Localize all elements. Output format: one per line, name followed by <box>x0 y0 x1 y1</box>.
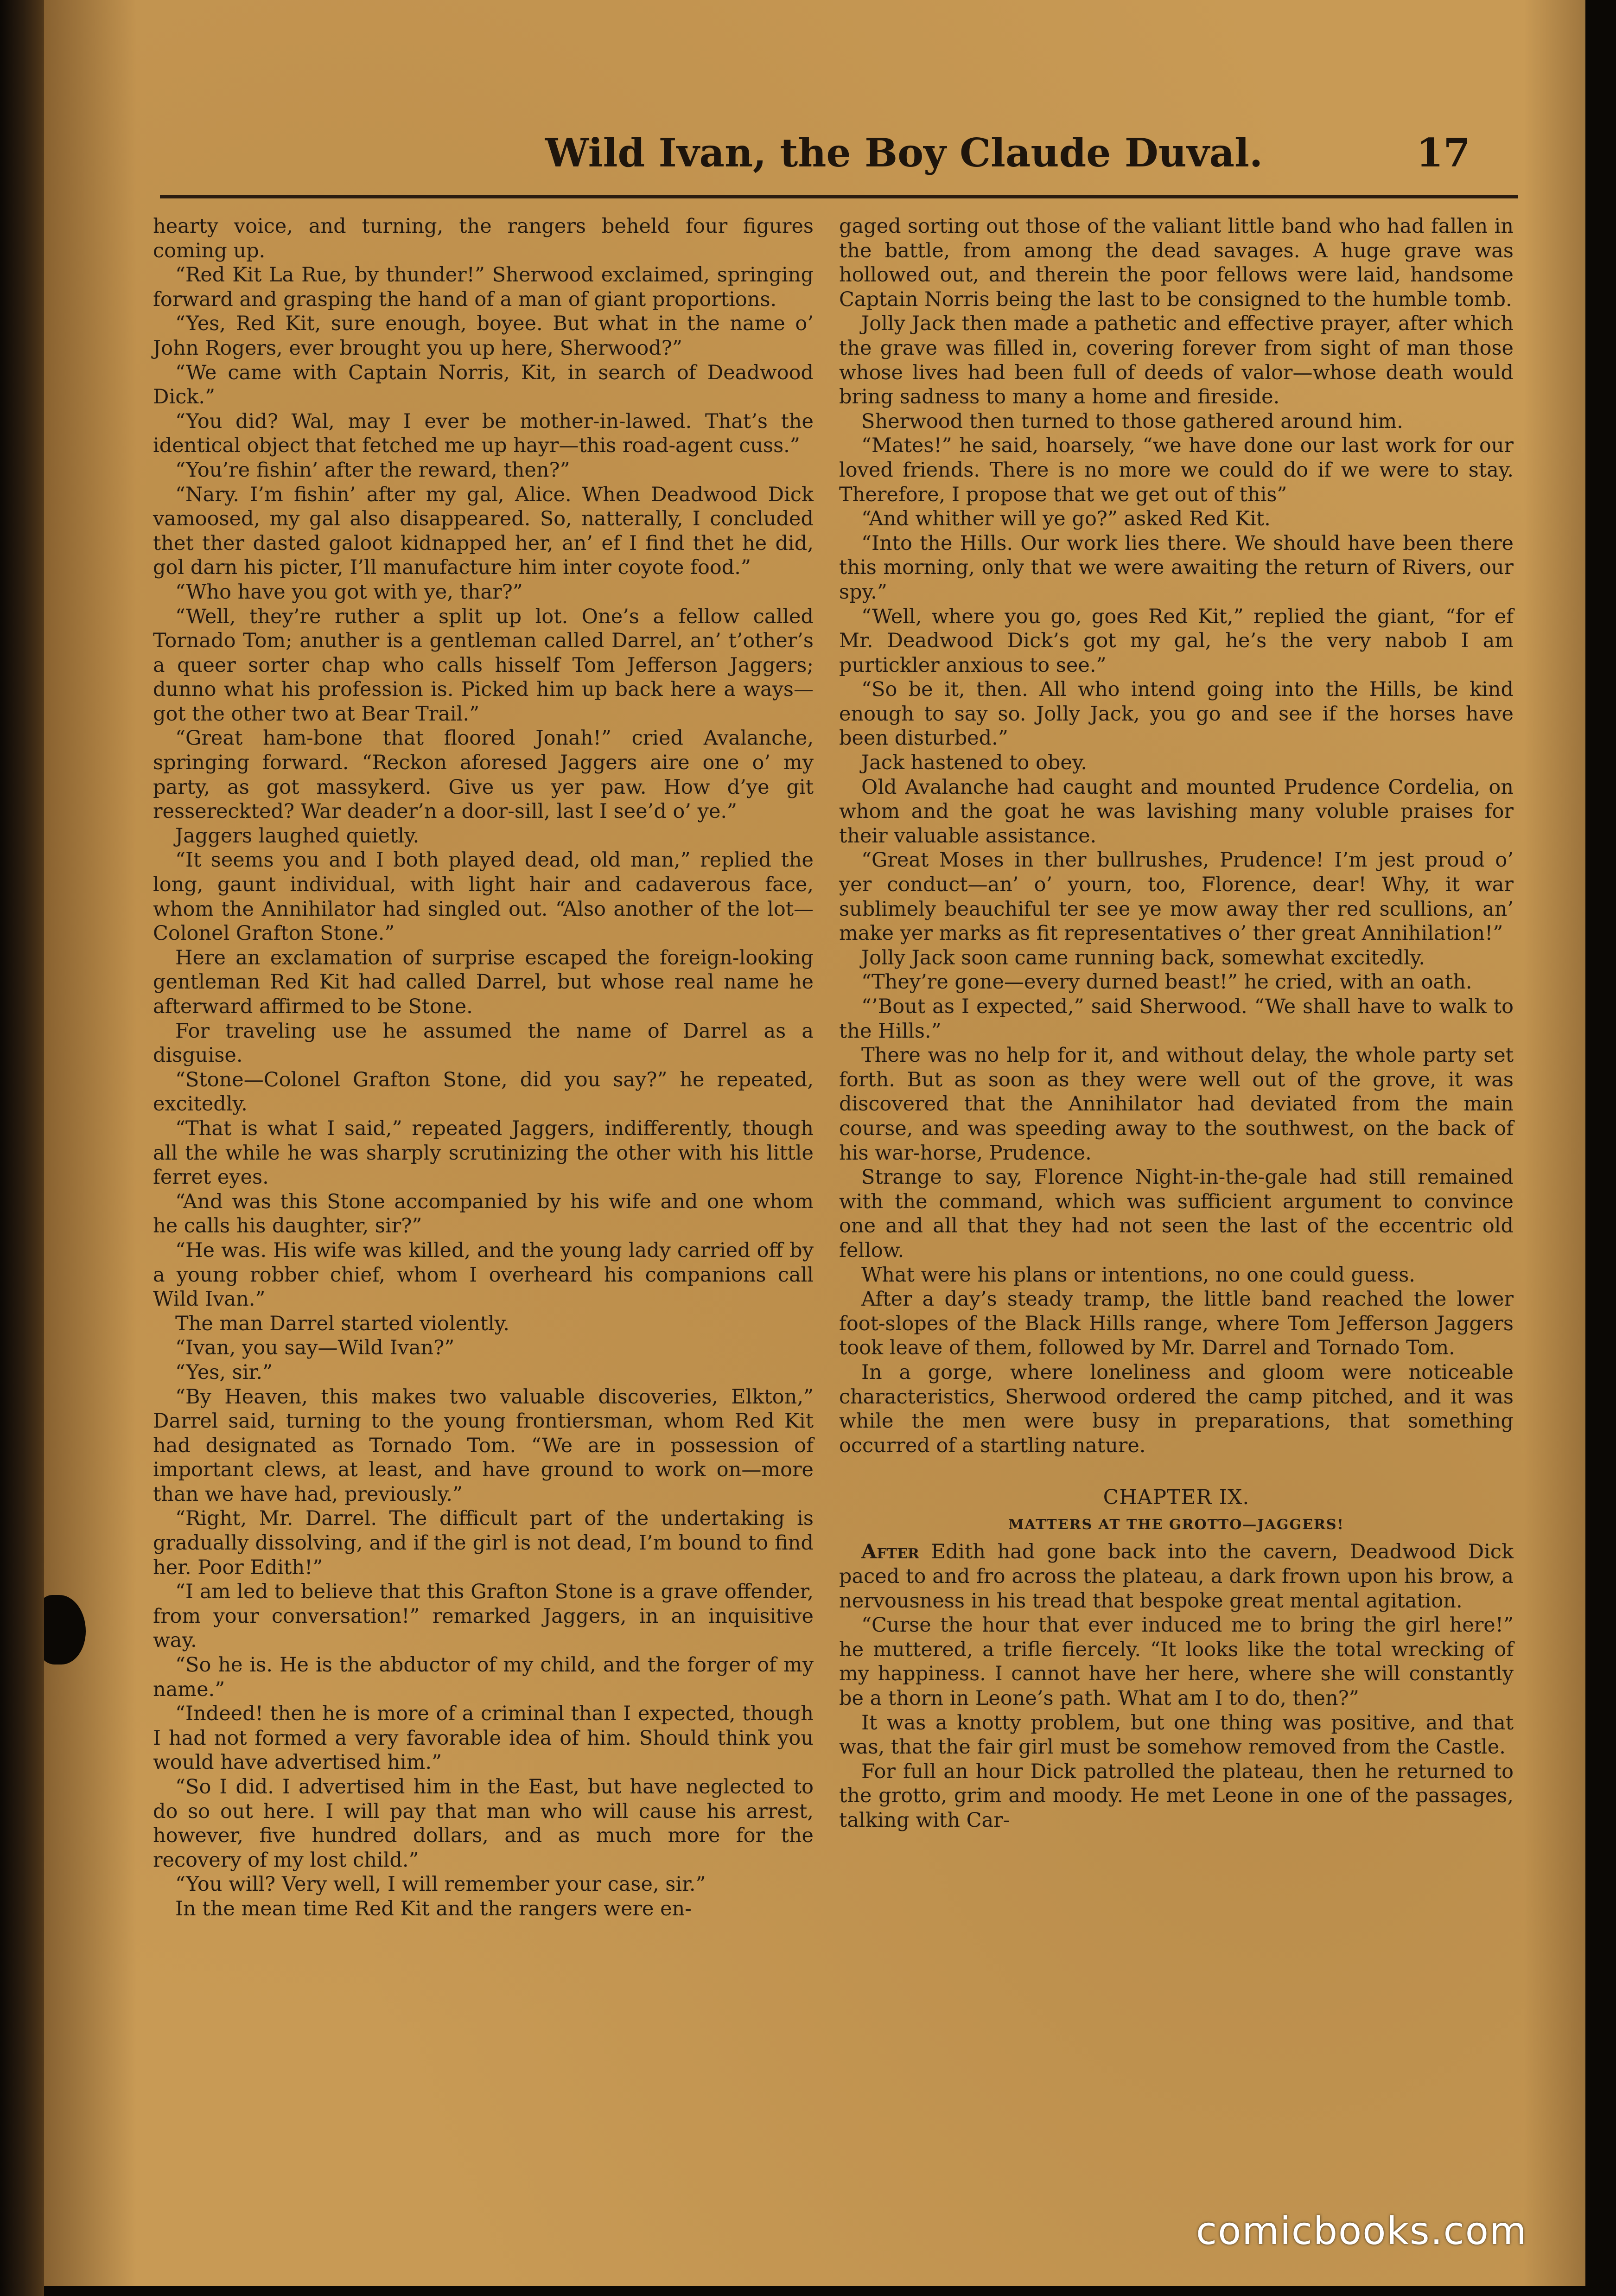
paragraph: It was a knotty problem, but one thing was positive, and that was, that the fair girl must be somehow removed from the Castle. <box>839 1711 1514 1759</box>
paragraph: “Curse the hour that ever induced me to bring the girl here!” he muttered, a trifle fiercely. “It looks like the total wrecking of my happiness. I cannot have her here, where she will constantly be a thorn in Leone’s path. What am I to do, then?” <box>839 1614 1514 1710</box>
running-title: Wild Ivan, the Boy Claude Duval. <box>545 130 1263 176</box>
paragraph: “Yes, sir.” <box>175 1360 273 1384</box>
page-bottom-edge <box>44 2286 1585 2296</box>
book-binding-shadow <box>0 0 51 2296</box>
paragraph: “Ivan, you say—Wild Ivan?” <box>175 1336 455 1360</box>
page-right-edge <box>1585 0 1616 2296</box>
paragraph: Jolly Jack soon came running back, somewhat excitedly. <box>861 946 1425 969</box>
watermark: comicbooks.com <box>1196 2209 1527 2253</box>
paragraph: In a gorge, where loneliness and gloom were noticeable characteristics, Sherwood ordered the camp pitched, and it was while the men were busy in preparations, that something occurred of a startling nature. <box>839 1360 1514 1457</box>
paragraph: Sherwood then turned to those gathered around him. <box>861 409 1403 433</box>
paragraph: “You’re fishin’ after the reward, then?” <box>175 458 570 482</box>
paragraph: “So he is. He is the abductor of my child, and the forger of my name.” <box>153 1653 814 1701</box>
paragraph: Jaggers laughed quietly. <box>175 824 420 848</box>
page-damage-hole <box>44 1595 86 1665</box>
paragraph: The man Darrel started violently. <box>175 1312 509 1335</box>
paragraph: “And was this Stone accompanied by his wife and one whom he calls his daughter, sir?” <box>153 1190 814 1238</box>
paragraph: “Well, they’re ruther a split up lot. One’s a fellow called Tornado Tom; anuther is a gentleman called Darrel, an’ t’other’s a queer sorter chap who calls hisself Tom Jefferson Jaggers; dunno what his profession is. Picked him up back here a ways—got the other two at Bear Trail.” <box>153 605 814 726</box>
paragraph: “Into the Hills. Our work lies there. We should have been there this morning, only that we were awaiting the return of Rivers, our spy.” <box>839 531 1514 604</box>
paragraph: “Nary. I’m fishin’ after my gal, Alice. When Deadwood Dick vamoosed, my gal also disappeared. So, natterally, I concluded thet ther dasted galoot kidnapped her, an’ ef I find thet he did, gol darn his picter, I’ll manufacture him inter coyote food.” <box>153 483 814 580</box>
paragraph: For full an hour Dick patrolled the plateau, then he returned to the grotto, grim and moody. He met Leone in one of the passages, talking with Car- <box>839 1760 1514 1832</box>
paragraph: “Great Moses in ther bullrushes, Prudence! I’m jest proud o’ yer conduct—an’ o’ yourn, too, Florence, dear! Why, it war sublimely beauchiful ter see ye mow away ther red scullions, an’ make yer marks as fit representatives o’ ther great Annihilation!” <box>839 848 1514 945</box>
paragraph: After a day’s steady tramp, the little band reached the lower foot-slopes of the Black Hills range, where Tom Jefferson Jaggers took leave of them, followed by Mr. Darrel and Tornado Tom. <box>839 1288 1514 1360</box>
paragraph: “’Bout as I expected,” said Sherwood. “We shall have to walk to the Hills.” <box>839 995 1514 1043</box>
paragraph: “Who have you got with ye, thar?” <box>175 580 523 604</box>
paragraph: Jack hastened to obey. <box>861 751 1088 775</box>
header-rule <box>160 195 1518 198</box>
paragraph: What were his plans or intentions, no one could guess. <box>861 1263 1415 1287</box>
paragraph: “That is what I said,” repeated Jaggers, indifferently, though all the while he was sharply scrutinizing the other with his little ferret eyes. <box>153 1116 814 1189</box>
paragraph: “We came with Captain Norris, Kit, in search of Deadwood Dick.” <box>153 361 814 409</box>
chapter-first-paragraph <box>839 1540 1514 1613</box>
paragraph: “Mates!” he said, hoarsely, “we have done our last work for our loved friends. There is no more we could do if we were to stay. Therefore, I propose that we get out of this” <box>839 434 1514 506</box>
paragraph: “By Heaven, this makes two valuable discoveries, Elkton,” Darrel said, turning to the young frontiersman, whom Red Kit had designated as Tornado Tom. “We are in possession of important clews, at least, and have ground to work on—more than we have had, previously.” <box>153 1385 814 1506</box>
paragraph: “And whither will ye go?” asked Red Kit. <box>861 507 1271 531</box>
chapter-first-word: After <box>861 1540 919 1564</box>
paragraph: “Red Kit La Rue, by thunder!” Sherwood exclaimed, springing forward and grasping the hand of a man of giant proportions. <box>153 263 814 311</box>
paragraph: “So I did. I advertised him in the East, but have neglected to do so out here. I will pay that man who will cause his arrest, however, five hundred dollars, and as much more for the recovery of my lost child.” <box>153 1775 814 1872</box>
right-column <box>839 214 1514 1833</box>
paragraph: “So be it, then. All who intend going into the Hills, be kind enough to say so. Jolly Jack, you go and see if the horses have been disturbed.” <box>839 678 1514 750</box>
paragraph: Jolly Jack then made a pathetic and effective prayer, after which the grave was filled in, covering forever from sight of man those whose lives had been full of deeds of valor—whose death would bring sadness to many a home and fireside. <box>839 312 1514 409</box>
chapter-subheading: MATTERS AT THE GROTTO—JAGGERS! <box>1008 1516 1344 1533</box>
page-number: 17 <box>1416 130 1470 176</box>
paragraph: There was no help for it, and without delay, the whole party set forth. But as soon as they were well out of the grove, it was discovered that the Annihilator had deviated from the main course, and was speeding away to the southwest, on the back of his war-horse, Prudence. <box>839 1044 1514 1165</box>
running-head <box>44 130 1585 195</box>
paragraph: hearty voice, and turning, the rangers beheld four figures coming up. <box>153 215 814 262</box>
paragraph: “He was. His wife was killed, and the young lady carried off by a young robber chief, whom I overheard his companions call Wild Ivan.” <box>153 1238 814 1311</box>
paragraph: “Right, Mr. Darrel. The difficult part of the undertaking is gradually dissolving, and if the girl is not dead, I’m bound to find her. Poor Edith!” <box>153 1507 814 1579</box>
paragraph: Strange to say, Florence Night-in-the-gale had still remained with the command, which was sufficient argument to convince one and all that they had not seen the last of the eccentric old fellow. <box>839 1166 1514 1262</box>
paragraph: In the mean time Red Kit and the rangers were en- <box>175 1897 692 1920</box>
left-column <box>153 214 814 1921</box>
paragraph: “Great ham-bone that floored Jonah!” cried Avalanche, springing forward. “Reckon aforesed Jaggers aire one o’ my party, as got massykerd. Give us yer paw. How d’ye git ressereckted? War deader’n a door-sill, last I see’d o’ ye.” <box>153 727 814 823</box>
paragraph: “Yes, Red Kit, sure enough, boyee. But what in the name o’ John Rogers, ever brought you up here, Sherwood?” <box>153 312 814 360</box>
paragraph: Here an exclamation of surprise escaped the foreign-looking gentleman Red Kit had called Darrel, but whose real name he afterward affirmed to be Stone. <box>153 946 814 1018</box>
paragraph: “Well, where you go, goes Red Kit,” replied the giant, “for ef Mr. Deadwood Dick’s got my gal, he’s the very nabob I am purtickler anxious to see.” <box>839 605 1514 677</box>
paragraph: “You did? Wal, may I ever be mother-in-lawed. That’s the identical object that fetched me up hayr—this road-agent cuss.” <box>153 409 814 458</box>
paragraph: “Stone—Colonel Grafton Stone, did you say?” he repeated, excitedly. <box>153 1068 814 1116</box>
paragraph: “It seems you and I both played dead, old man,” replied the long, gaunt individual, with light hair and cadaverous face, whom the Annihilator had singled out. “Also another of the lot—Colonel Grafton Stone.” <box>153 848 814 945</box>
chapter-heading: CHAPTER IX. <box>1103 1486 1250 1510</box>
paragraph: “I am led to believe that this Grafton Stone is a grave offender, from your conversation!” remarked Jaggers, in an inquisitive way. <box>153 1580 814 1652</box>
paragraph: “They’re gone—every durned beast!” he cried, with an oath. <box>861 970 1472 994</box>
paragraph: “Indeed! then he is more of a criminal than I expected, though I had not formed a very favorable idea of him. Should think you would have advertised him.” <box>153 1702 814 1774</box>
paragraph: gaged sorting out those of the valiant little band who had fallen in the battle, from among the dead savages. A huge grave was hollowed out, and therein the poor fellows were laid, handsome Captain Norris being the last to be consigned to the humble tomb. <box>839 215 1514 311</box>
paragraph: “You will? Very well, I will remember your case, sir.” <box>175 1873 706 1896</box>
chapter-first-paragraph-text: Edith had gone back into the cavern, Deadwood Dick paced to and fro across the plateau, a dark frown upon his brow, a nervousness in his tread that bespoke great mental agitation. <box>839 1540 1514 1613</box>
paragraph: Old Avalanche had caught and mounted Prudence Cordelia, on whom and the goat he was lavishing many voluble praises for their valuable assistance. <box>839 775 1514 848</box>
paragraph: For traveling use he assumed the name of Darrel as a disguise. <box>153 1019 814 1067</box>
